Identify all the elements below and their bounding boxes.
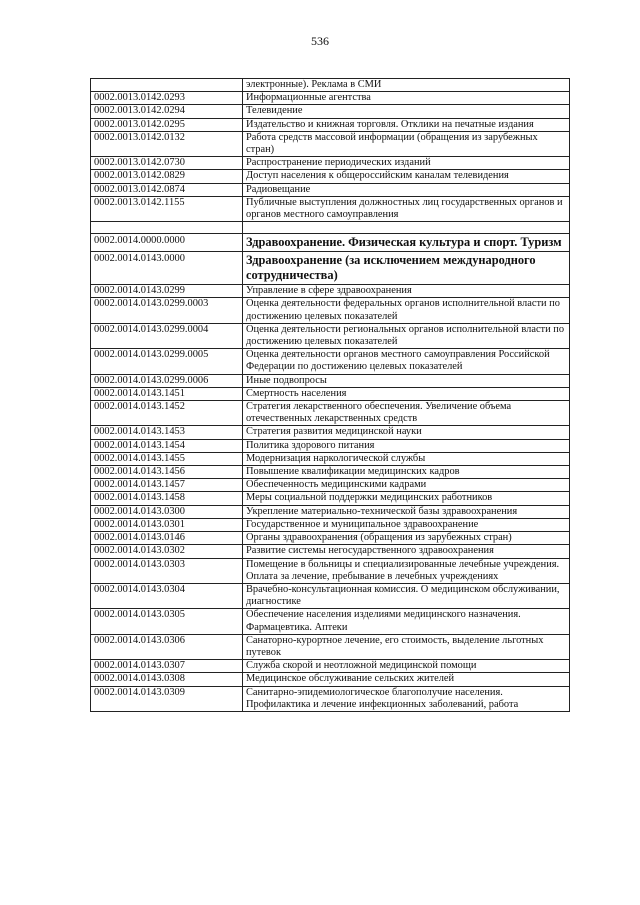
row-code: 0002.0014.0143.0304: [91, 583, 243, 608]
row-code: 0002.0014.0143.0299.0003: [91, 298, 243, 323]
row-title: Издательство и книжная торговля. Отклики на печатные издания: [243, 118, 570, 131]
row-code: 0002.0014.0143.0303: [91, 558, 243, 583]
table-row: [91, 323, 570, 348]
table-row: [91, 660, 570, 673]
row-title: Публичные выступления должностных лиц государственных органов и органов местного самоуправления: [243, 196, 570, 221]
row-code: 0002.0013.0142.0295: [91, 118, 243, 131]
table-row: [91, 545, 570, 558]
table-row: [91, 222, 570, 234]
row-code: 0002.0014.0143.0000: [91, 252, 243, 285]
row-code: 0002.0014.0143.1453: [91, 426, 243, 439]
table-row: [91, 387, 570, 400]
row-title: Иные подвопросы: [243, 374, 570, 387]
row-title: Радиовещание: [243, 183, 570, 196]
row-code: 0002.0014.0143.0308: [91, 673, 243, 686]
row-code: 0002.0013.0142.0293: [91, 92, 243, 105]
row-title: Государственное и муниципальное здравоохранение: [243, 518, 570, 531]
table-row: [91, 686, 570, 711]
row-code: 0002.0014.0143.0307: [91, 660, 243, 673]
row-title: Работа средств массовой информации (обращения из зарубежных стран): [243, 131, 570, 156]
row-title: Оценка деятельности региональных органов исполнительной власти по достижению целевых показателей: [243, 323, 570, 348]
row-title: Медицинское обслуживание сельских жителей: [243, 673, 570, 686]
row-title: Укрепление материально-технической базы здравоохранения: [243, 505, 570, 518]
table-row: [91, 234, 570, 252]
row-code: 0002.0013.0142.0829: [91, 170, 243, 183]
row-code: 0002.0014.0143.1455: [91, 452, 243, 465]
table-row: [91, 479, 570, 492]
row-code: 0002.0013.0142.0730: [91, 157, 243, 170]
row-code: 0002.0013.0142.0132: [91, 131, 243, 156]
row-title: Обеспеченность медицинскими кадрами: [243, 479, 570, 492]
table-row: [91, 609, 570, 634]
table-row: [91, 298, 570, 323]
row-title: Распространение периодических изданий: [243, 157, 570, 170]
page-number: 536: [311, 34, 329, 48]
row-title: Здравоохранение. Физическая культура и спорт. Туризм: [243, 234, 570, 252]
table-row: [91, 131, 570, 156]
row-code: 0002.0014.0143.0300: [91, 505, 243, 518]
row-code: 0002.0014.0143.0302: [91, 545, 243, 558]
table-row: [91, 349, 570, 374]
row-code: [91, 222, 243, 234]
table-row: [91, 105, 570, 118]
row-title: Меры социальной поддержки медицинских работников: [243, 492, 570, 505]
row-title: Управление в сфере здравоохранения: [243, 285, 570, 298]
row-code: 0002.0014.0143.0146: [91, 532, 243, 545]
row-title: Обеспечение населения изделиями медицинского назначения. Фармацевтика. Аптеки: [243, 609, 570, 634]
row-title: Здравоохранение (за исключением международного сотрудничества): [243, 252, 570, 285]
table-row: [91, 452, 570, 465]
row-code: 0002.0014.0000.0000: [91, 234, 243, 252]
table-row: [91, 252, 570, 285]
row-code: 0002.0014.0143.1457: [91, 479, 243, 492]
row-code: 0002.0013.0142.1155: [91, 196, 243, 221]
table-row: [91, 439, 570, 452]
classifier-table-body: [91, 79, 570, 712]
row-title: Развитие системы негосударственного здравоохранения: [243, 545, 570, 558]
table-row: [91, 505, 570, 518]
row-code: 0002.0014.0143.0306: [91, 634, 243, 659]
table-row: [91, 426, 570, 439]
row-title: Стратегия развития медицинской науки: [243, 426, 570, 439]
table-row: [91, 79, 570, 92]
row-code: 0002.0014.0143.0299.0005: [91, 349, 243, 374]
table-row: [91, 374, 570, 387]
table-row: [91, 92, 570, 105]
table-row: [91, 183, 570, 196]
row-code: 0002.0014.0143.0305: [91, 609, 243, 634]
row-title: Повышение квалификации медицинских кадров: [243, 466, 570, 479]
row-title: Стратегия лекарственного обеспечения. Увеличение объема отечественных лекарственных средств: [243, 401, 570, 426]
row-title: Телевидение: [243, 105, 570, 118]
row-title: Оценка деятельности федеральных органов исполнительной власти по достижению целевых показателей: [243, 298, 570, 323]
table-row: [91, 118, 570, 131]
row-title: Врачебно-консультационная комиссия. О медицинском обслуживании, диагностике: [243, 583, 570, 608]
row-title: [243, 222, 570, 234]
row-code: 0002.0014.0143.1456: [91, 466, 243, 479]
row-title: Политика здорового питания: [243, 439, 570, 452]
table-row: [91, 170, 570, 183]
row-code: 0002.0014.0143.0301: [91, 518, 243, 531]
row-title: Оценка деятельности органов местного самоуправления Российской Федерации по достижению целевых показателей: [243, 349, 570, 374]
table-row: [91, 634, 570, 659]
row-title: Санаторно-курортное лечение, его стоимость, выделение льготных путевок: [243, 634, 570, 659]
row-title: Информационные агентства: [243, 92, 570, 105]
table-row: [91, 518, 570, 531]
row-title: Смертность населения: [243, 387, 570, 400]
table-row: [91, 157, 570, 170]
row-title: Санитарно-эпидемиологическое благополучие населения. Профилактика и лечение инфекционных заболеваний, работа: [243, 686, 570, 711]
row-code: 0002.0013.0142.0874: [91, 183, 243, 196]
table-row: [91, 401, 570, 426]
row-title: Органы здравоохранения (обращения из зарубежных стран): [243, 532, 570, 545]
row-code: 0002.0014.0143.1451: [91, 387, 243, 400]
row-title: Служба скорой и неотложной медицинской помощи: [243, 660, 570, 673]
table-row: [91, 196, 570, 221]
row-code: 0002.0014.0143.1454: [91, 439, 243, 452]
row-code: 0002.0014.0143.1452: [91, 401, 243, 426]
row-code: 0002.0013.0142.0294: [91, 105, 243, 118]
row-title: электронные). Реклама в СМИ: [243, 79, 570, 92]
table-row: [91, 532, 570, 545]
row-code: 0002.0014.0143.1458: [91, 492, 243, 505]
row-title: Доступ населения к общероссийским каналам телевидения: [243, 170, 570, 183]
row-code: 0002.0014.0143.0299: [91, 285, 243, 298]
row-code: [91, 79, 243, 92]
table-row: [91, 492, 570, 505]
row-code: 0002.0014.0143.0299.0006: [91, 374, 243, 387]
table-row: [91, 673, 570, 686]
row-code: 0002.0014.0143.0309: [91, 686, 243, 711]
table-row: [91, 466, 570, 479]
table-row: [91, 285, 570, 298]
classifier-table: [90, 78, 570, 712]
row-title: Модернизация наркологической службы: [243, 452, 570, 465]
row-code: 0002.0014.0143.0299.0004: [91, 323, 243, 348]
row-title: Помещение в больницы и специализированные лечебные учреждения. Оплата за лечение, пребывание в лечебных учреждениях: [243, 558, 570, 583]
table-row: [91, 558, 570, 583]
table-row: [91, 583, 570, 608]
